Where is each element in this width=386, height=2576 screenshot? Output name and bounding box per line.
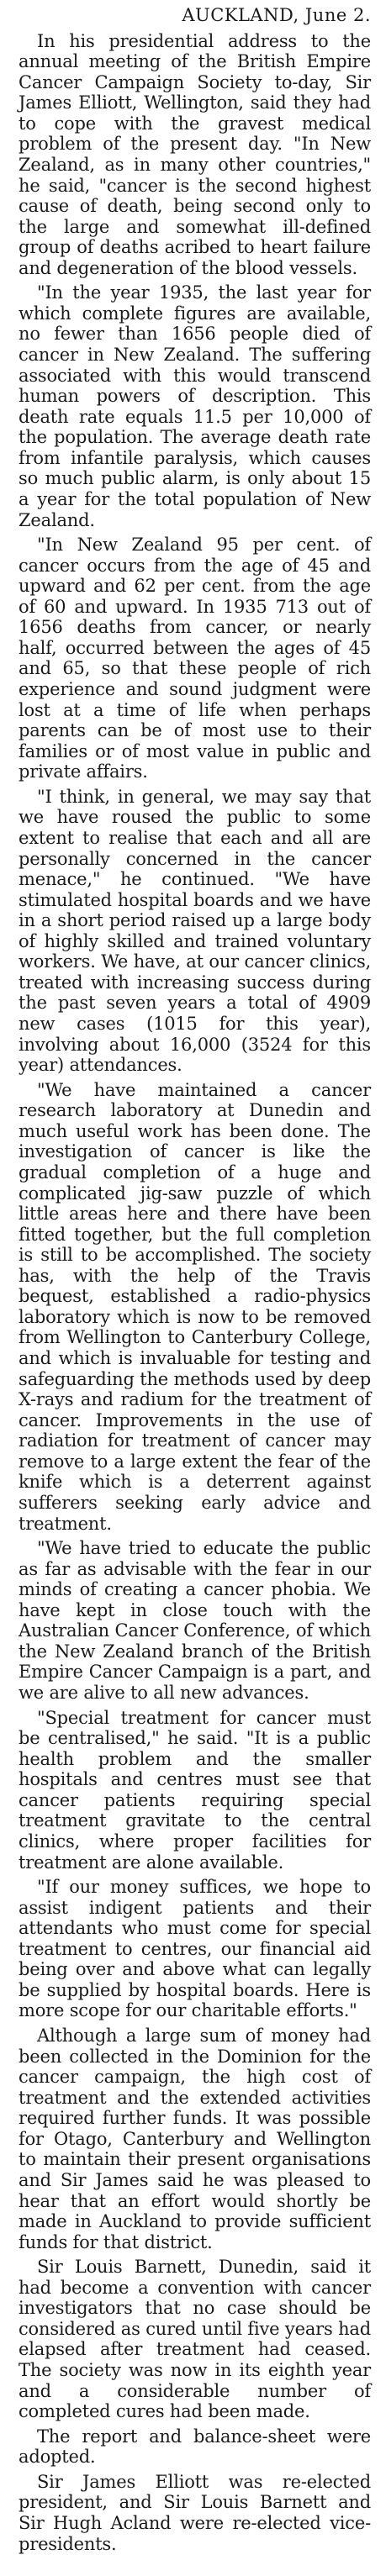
article-paragraph: "We have tried to educate the public as far as advisable with the fear in our minds of creating a cancer phobia. We have kept in close touch with the Australian Cancer Conference, of which the New Zealand branch of the British Empire Cancer Campaign is a part, and we are alive to all new advances. [19,1538,371,1703]
article-paragraph: "We have maintained a cancer research laboratory at Dunedin and much useful work has been done. The investigation of cancer is like the gradual completion of a huge and complicated jig-saw puzzle of which little areas here and there have been fitted together, but the full completion is still to be accomplished. The society has, with the help of the Travis bequest, established a radio-physics laboratory which is now to be removed from Wellington to Canterbury College, and which is invaluable for testing and safeguarding the methods used by deep X-rays and radium for the treatment of cancer. Improvements in the use of radiation for treatment of cancer may remove to a large extent the fear of the knife which is a deterrent against sufferers seeking early advice and treatment. [19,1079,371,1534]
article-paragraph: "In New Zealand 95 per cent. of cancer occurs from the age of 45 and upward and 62 per cent. from the age of 60 and upward. In 1935 713 out of 1656 deaths from cancer, or nearly half, occurred between the ages of 45 and 65, so that these people of rich experience and sound judgment were lost at a time of life when perhaps parents can be of most use to their families or of most value in public and private affairs. [19,535,371,782]
dateline: AUCKLAND, June 2. [182,5,371,25]
article-paragraph: Sir Louis Barnett, Dunedin, said it had become a convention with cancer investigators that no case should be considered as cured until five years had elapsed after treatment had ceased. The society was now in its eighth year and a considerable number of completed cures had been made. [19,2257,371,2422]
article-paragraph: "If our money suffices, we hope to assist indigent patients and their attendants who must come for special treatment to centres, our financial aid being over and above what can legally be supplied by hospital boards. Here is more scope for our charitable efforts." [19,1877,371,2021]
article-paragraph: The report and balance-sheet were adopted. [19,2426,371,2468]
article-paragraph: "In the year 1935, the last year for which complete figures are available, no fewer than 1656 people died of cancer in New Zealand. The suffering associated with this would transcend human powers of description. This death rate equals 11.5 per 10,000 of the population. The average death rate from infantile paralysis, which causes so much public alarm, is only about 15 a year for the total population of New Zealand. [19,282,371,530]
article-paragraph: "Special treatment for cancer must be centralised," he said. "It is a public health problem and the smaller hospitals and centres must see that cancer patients requiring special treatment gravitate to the central clinics, where proper facilities for treatment are alone available. [19,1707,371,1873]
article-paragraph: "I think, in general, we may say that we have roused the public to some extent to realise that each and all are personally concerned in the cancer menace," he continued. "We have stimulated hospital boards and we have in a short period raised up a large body of highly skilled and trained voluntary workers. We have, at our cancer clinics, treated with increasing success during the past seven years a total of 4909 new cases (1015 for this year), involving about 16,000 (3524 for this year) attendances. [19,786,371,1076]
article-paragraph: Sir James Elliott was re-elected president, and Sir Louis Barnett and Sir Hugh Acland were re-elected vice-presidents. [19,2471,371,2554]
article-paragraph: Although a large sum of money had been collected in the Dominion for the cancer campaign, the high cost of treatment and the extended activities required further funds. It was possible for Otago, Canterbury and Wellington to maintain their present organisations and Sir James said he was pleased to hear that an effort would shortly be made in Auckland to provide sufficient funds for that district. [19,2026,371,2252]
article-paragraph: In his presidential address to the annual meeting of the British Empire Cancer Campaign Society to-day, Sir James Elliott, Wellington, said they had to cope with the gravest medical problem of the present day. "In New Zealand, as in many other countries," he said, "cancer is the second highest cause of death, being second only to the large and somewhat ill-defined group of deaths acribed to heart failure and degeneration of the blood vessels. [19,30,371,278]
